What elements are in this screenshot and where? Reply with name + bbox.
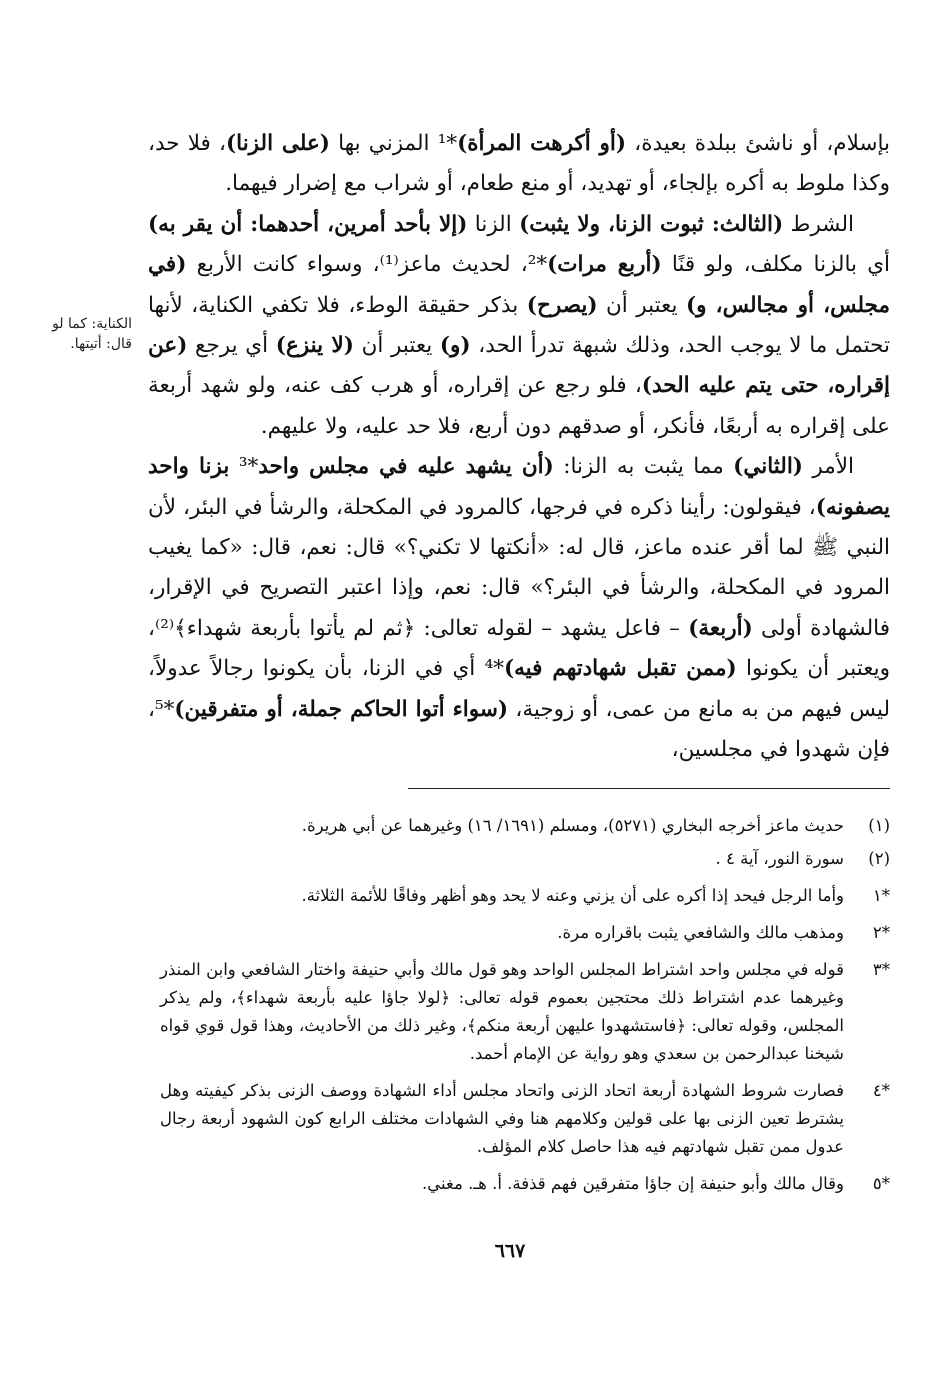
bold-text-run: (في مجلس، أو مجالس، و) — [148, 252, 890, 318]
footnote — [160, 845, 890, 873]
text-run: ، فلو رجع عن إقراره، أو هرب كف عنه، ولو شهد أربعة على إقراره به أربعًا، فأنكر، أو صدقهم دون أربع، فلا حد عليه، ولا عليهم. — [148, 373, 890, 439]
text-run: بإسلام، أو ناشئ ببلدة بعيدة، — [626, 131, 890, 156]
text-run: الشرط — [783, 211, 855, 237]
main-paragraph — [148, 205, 890, 447]
text-run: *⁵، فإن شهدوا في مجلسين، — [148, 696, 890, 763]
bold-text-run: (لا ينزع) — [275, 333, 354, 359]
bold-text-run: (أربع مرات) — [547, 252, 662, 278]
footnote-mark: *٥ — [872, 1174, 890, 1193]
text-run: بذكر حقيقة الوطء، فلا تكفي الكناية، لأنها تحتمل ما لا يوجب الحد، وذلك شبهة تدرأ الحد، — [148, 292, 890, 359]
bold-text-run: (أو أكرهت المرأة) — [457, 131, 627, 156]
footnote-mark: (٢) — [868, 849, 890, 868]
text-run: يعتبر أن — [597, 292, 686, 318]
footnote-text: سورة النور، آية ٤ . — [715, 849, 844, 868]
footnote-text: وقال مالك وأبو حنيفة إن جاؤا متفرقين فهم قذفة. أ. هـ. مغني. — [422, 1174, 844, 1193]
text-run: *⁴ أي في الزنا، بأن يكونوا رجالاً عدولاً، ليس فيهم من به مانع من عمى، أو زوجية، — [148, 656, 890, 722]
footnote — [160, 956, 890, 1068]
footnote-text: ومذهب مالك والشافعي يثبت باقراره مرة. — [557, 923, 844, 942]
footnote — [160, 1077, 890, 1161]
bold-text-run: (الثالث: ثبوت الزنا، ولا يثبت) — [519, 211, 784, 237]
footnote-mark: *١ — [872, 886, 890, 905]
footnotes — [160, 812, 890, 1203]
footnote-text: وأما الرجل فيحد إذا أكره على أن يزني وعنه لا يحد وهو أظهر وفاقًا للأئمة الثلاثة. — [301, 886, 844, 905]
footnote — [160, 1170, 890, 1198]
bold-text-run: بزنا واحد يصفونه) — [148, 454, 890, 520]
text-run: أي يرجع — [187, 333, 276, 359]
footnote-mark: *٤ — [872, 1081, 890, 1100]
footnote-text: حديث ماعز أخرجه البخاري (٥٢٧١)، ومسلم (١٦٩١/ ١٦) وغيرهما عن أبي هريرة. — [301, 816, 844, 835]
text-run: يعتبر أن — [353, 333, 440, 359]
footnote — [160, 919, 890, 947]
text-run: *¹ المزني بها — [329, 131, 458, 156]
bold-text-run: (يصرح) — [526, 292, 598, 318]
text-run: الأمر — [802, 454, 854, 480]
bold-text-run: (الثاني) — [733, 454, 803, 480]
bold-text-run: (أن يشهد عليه في مجلس واحد — [258, 454, 554, 480]
bold-text-run: (أربعة) — [688, 615, 753, 641]
text-run: أي بالزنا مكلف، ولو قنًا — [661, 252, 890, 278]
footnote — [160, 882, 890, 910]
bold-text-run: (عن إقراره، حتى يتم عليه الحد) — [148, 333, 890, 399]
text-run: – فاعل يشهد – لقوله تعالى: ﴿ثم لم يأتوا بأربعة شهداء﴾⁽²⁾، ويعتبر أن يكونوا — [148, 615, 890, 682]
footnote-text: قوله في مجلس واحد اشتراط المجلس الواحد وهو قول مالك وأبي حنيفة واختار الشافعي وابن المنذر وغيرهما عدم اشتراط ذلك محتجين بعموم قوله تعالى: ﴿لولا جاؤا عليه بأربعة شهداء﴾، ولم يذكر المجلس، وقوله تعالى: ﴿فاستشهدوا عليهن أربعة منكم﴾، وغير ذلك من الأحاديث، وهذا قول قوي قواه شيخنا عبدالرحمن بن سعدي وهو رواية عن الإمام أحمد. — [160, 960, 844, 1063]
main-text — [148, 124, 890, 771]
bold-text-run: (إلا بأحد أمرين، أحدهما: أن يقر به) — [148, 211, 468, 237]
text-run: ، فلا حد، وكذا ملوط به أكره بإلجاء، أو تهديد، أو منع طعام، أو شراب مع إضرار فيهما. — [148, 131, 890, 197]
bold-text-run: (و) — [439, 333, 471, 359]
margin-note: الكناية: كما لو قال: أتيتها. — [52, 316, 132, 352]
footnote-separator — [408, 788, 890, 789]
footnote-mark: (١) — [868, 816, 890, 835]
text-run: الزنا — [467, 211, 520, 237]
bold-text-run: (ممن تقبل شهادتهم فيه) — [503, 656, 737, 682]
footnote-mark: *٢ — [872, 923, 890, 942]
page-number: ٦٦٧ — [494, 1240, 526, 1262]
main-paragraph — [148, 447, 890, 770]
footnote-mark: *٣ — [872, 960, 890, 979]
text-run: مما يثبت به الزنا: — [553, 454, 734, 480]
footnote — [160, 812, 890, 840]
footnote-text: فصارت شروط الشهادة أربعة اتحاد الزنى واتحاد مجلس أداء الشهادة ووصف الزنى بذكر كيفيته وهل يشترط تعين الزنى بها على قولين وكلامهم هنا وفي الشهادات مختلف الرابع كون الشهود أربعة رجال عدول ممن تقبل شهادتهم فيه هذا حاصل كلام المؤلف. — [160, 1081, 844, 1156]
bold-text-run: (على الزنا) — [225, 131, 330, 156]
text-run: *²، لحديث ماعز⁽¹⁾، وسواء كانت الأربع — [186, 252, 548, 278]
text-run: *³ — [229, 454, 259, 480]
main-paragraph — [148, 124, 890, 205]
text-run: ، فيقولون: رأينا ذكره في فرجها، كالمرود في المكحلة، والرشأ في البئر، لأن النبي ﷺ لما أقر عنده ماعز، قال له: «أنكتها لا تكني؟» قال: نعم، قال: «كما يغيب المرود في المكحلة، والرشأ في البئر؟» قال: نعم، وإذا اعتبر التصريح في الإقرار، فالشهادة أولى — [148, 494, 891, 641]
bold-text-run: (سواء أتوا الحاكم جملة، أو متفرقين) — [174, 696, 509, 722]
